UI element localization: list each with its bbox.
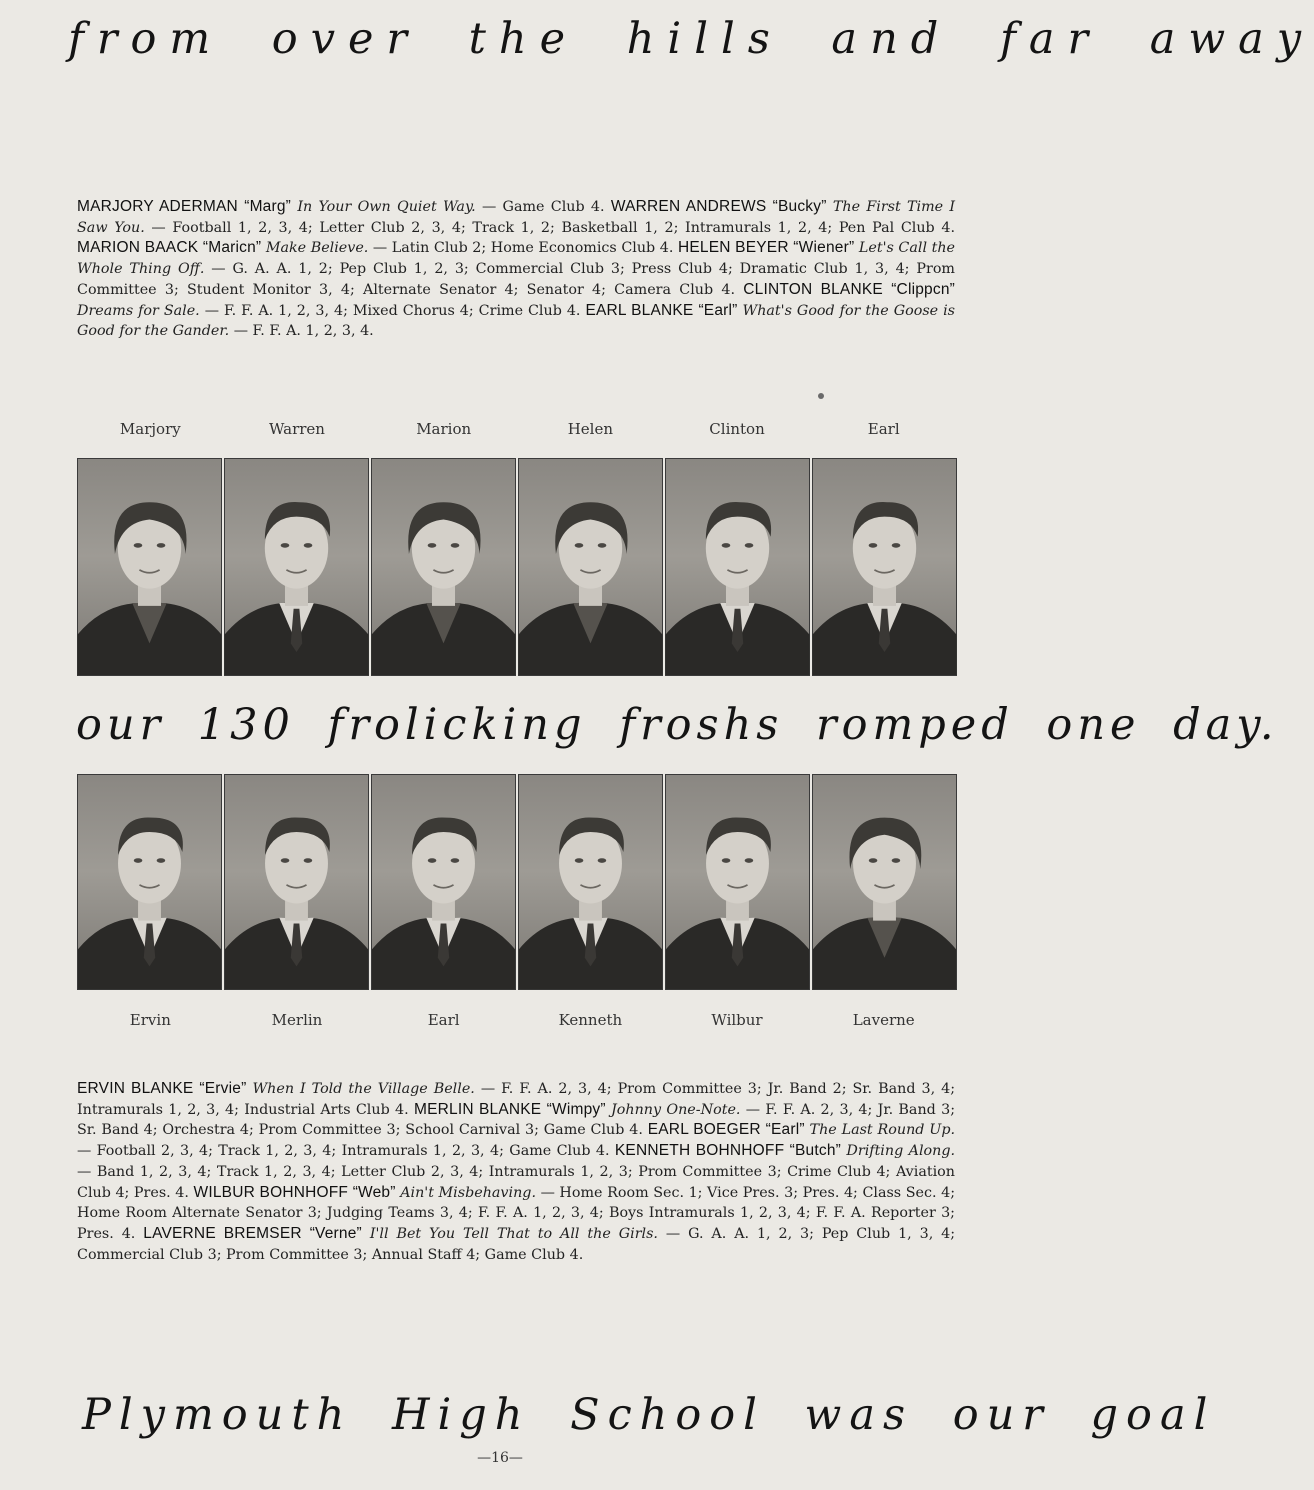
portrait-photo	[371, 774, 516, 990]
bio-name: LAVERNE BREMSER	[143, 1224, 302, 1242]
bio-motto: Drifting Along.	[846, 1143, 956, 1160]
print-speck	[818, 393, 824, 399]
bio-name: MERLIN BLANKE	[413, 1100, 542, 1118]
bio-motto: Let's Call the Whole Thing Off.	[77, 240, 955, 278]
name-caption: Warren	[269, 420, 325, 438]
bio-motto: Dreams for Sale.	[77, 302, 200, 319]
bio-motto: Ain't Misbehaving.	[400, 1184, 536, 1201]
bio-paragraph-bottom	[77, 1079, 955, 1265]
bio-activities: — Home Room Sec. 1; Vice Pres. 3; Pres. 4; Class Sec. 4; Home Room Alternate Senator 3; Judging Teams 3, 4; F. F. A. 1, 2, 3, 4; Boys Intramurals 1, 2, 3, 4; F. F. A. Reporter 3; Pres. 4.	[77, 1184, 956, 1242]
portrait-photo	[224, 774, 369, 990]
portrait-silhouette	[813, 459, 956, 675]
bio-nickname: “Bucky”	[772, 198, 827, 215]
bio-motto: In Your Own Quiet Way.	[297, 199, 476, 215]
bio-motto: The First Time I Saw You.	[77, 199, 956, 236]
bio-name: EARL BOEGER	[647, 1121, 761, 1139]
names-row-bottom	[77, 1011, 957, 1029]
bio-activities: — G. A. A. 1, 2; Pep Club 1, 2, 3; Commercial Club 3; Press Club 4; Dramatic Club 1, 3, 4; Prom Committee 3; Student Monitor 3, 4; Alternate Senator 4; Senator 4; Camera Club 4.	[77, 261, 955, 298]
name-caption: Laverne	[852, 1011, 915, 1029]
bio-nickname: “Ervie”	[199, 1080, 247, 1097]
bio-activities: — Latin Club 2; Home Economics Club 4.	[372, 240, 674, 257]
bio-motto: The Last Round Up.	[809, 1122, 956, 1139]
name-caption: Merlin	[271, 1011, 323, 1029]
bio-activities: — Band 1, 2, 3, 4; Track 1, 2, 3, 4; Letter Club 2, 3, 4; Intramurals 1, 2, 3; Prom Committee 3; Crime Club 4; Aviation Club 4; Pres. 4.	[77, 1163, 955, 1201]
portrait-silhouette	[666, 459, 809, 675]
bio-activities: — F. F. A. 2, 3, 4; Jr. Band 3; Sr. Band 4; Orchestra 4; Prom Committee 3; School Carnival 3; Game Club 4.	[77, 1101, 956, 1139]
page-number: —16—	[477, 1450, 523, 1466]
bio-activities: — Football 2, 3, 4; Track 1, 2, 3, 4; Intramurals 1, 2, 3, 4; Game Club 4.	[77, 1143, 610, 1160]
portrait-photo	[77, 774, 222, 990]
bio-name: MARJORY ADERMAN	[77, 198, 238, 215]
name-caption: Kenneth	[558, 1011, 623, 1029]
name-caption: Ervin	[129, 1011, 171, 1029]
bio-activities: — F. F. A. 1, 2, 3, 4.	[233, 323, 374, 340]
portrait-row-bottom	[77, 774, 957, 990]
name-caption: Clinton	[709, 420, 765, 438]
bio-nickname: “Marg”	[244, 198, 292, 215]
portrait-silhouette	[519, 459, 662, 675]
bio-motto: I'll Bet You Tell That to All the Girls.	[369, 1225, 658, 1242]
heading-bottom: Plymouth High School was our goal	[82, 1390, 1216, 1440]
name-caption: Wilbur	[711, 1011, 763, 1029]
portrait-silhouette	[372, 459, 515, 675]
bio-name: EARL BLANKE	[585, 301, 694, 319]
portrait-silhouette	[225, 459, 368, 675]
bio-motto: When I Told the Village Belle.	[252, 1081, 475, 1097]
name-caption: Earl	[867, 420, 900, 438]
bio-nickname: “Earl”	[765, 1121, 805, 1139]
portrait-photo	[518, 774, 663, 990]
heading-top: from over the hills and far away	[68, 14, 1314, 64]
bio-nickname: “Wiener”	[793, 239, 855, 257]
bio-activities: — F. F. A. 1, 2, 3, 4; Mixed Chorus 4; Crime Club 4.	[204, 302, 581, 319]
portrait-photo	[224, 458, 369, 676]
heading-middle: our 130 frolicking froshs romped one day.	[76, 700, 1279, 750]
bio-name: WILBUR BOHNHOFF	[193, 1183, 349, 1201]
portrait-silhouette	[372, 775, 515, 989]
bio-motto: Johnny One-Note.	[611, 1101, 741, 1118]
bio-nickname: “Verne”	[309, 1224, 362, 1242]
bio-nickname: “Maricn”	[202, 239, 262, 257]
bio-name: WARREN ANDREWS	[610, 198, 767, 215]
portrait-silhouette	[519, 775, 662, 989]
bio-nickname: “Butch”	[789, 1142, 842, 1160]
portrait-silhouette	[225, 775, 368, 989]
portrait-silhouette	[78, 775, 221, 989]
bio-name: CLINTON BLANKE	[743, 280, 883, 298]
portrait-silhouette	[666, 775, 809, 989]
bio-name: HELEN BEYER	[677, 239, 789, 257]
bio-nickname: “Clippcn”	[891, 280, 956, 298]
portrait-photo	[77, 458, 222, 676]
bio-activities: — G. A. A. 1, 2, 3; Pep Club 1, 3, 4; Commercial Club 3; Prom Committee 3; Annual Staff 4; Game Club 4.	[77, 1225, 956, 1263]
bio-nickname: “Wimpy”	[546, 1100, 606, 1118]
name-caption: Marion	[416, 420, 472, 438]
bio-nickname: “Web”	[352, 1183, 396, 1201]
bio-name: KENNETH BOHNHOFF	[614, 1142, 785, 1160]
portrait-photo	[665, 458, 810, 676]
name-caption: Helen	[567, 420, 613, 438]
bio-name: ERVIN BLANKE	[77, 1080, 194, 1097]
bio-activities: — F. F. A. 2, 3, 4; Prom Committee 3; Jr. Band 2; Sr. Band 3, 4; Intramurals 1, 2, 3, 4; Industrial Arts Club 4.	[77, 1081, 956, 1118]
bio-nickname: “Earl”	[698, 301, 738, 319]
bio-paragraph-top	[77, 197, 955, 342]
names-row-top	[77, 420, 957, 438]
portrait-photo	[812, 458, 957, 676]
name-caption: Marjory	[119, 420, 181, 438]
portrait-photo	[518, 458, 663, 676]
portrait-silhouette	[78, 459, 221, 675]
portrait-photo	[371, 458, 516, 676]
portrait-row-top	[77, 458, 957, 676]
portrait-photo	[812, 774, 957, 990]
bio-motto: Make Believe.	[265, 240, 369, 257]
bio-activities: — Game Club 4.	[481, 199, 605, 215]
portrait-photo	[665, 774, 810, 990]
bio-motto: What's Good for the Goose is Good for the Gander.	[77, 302, 956, 340]
bio-name: MARION BAACK	[77, 239, 199, 257]
name-caption: Earl	[427, 1011, 460, 1029]
portrait-silhouette	[813, 775, 956, 989]
bio-activities: — Football 1, 2, 3, 4; Letter Club 2, 3, 4; Track 1, 2; Basketball 1, 2; Intramurals 1, 2, 4; Pen Pal Club 4.	[151, 219, 956, 236]
